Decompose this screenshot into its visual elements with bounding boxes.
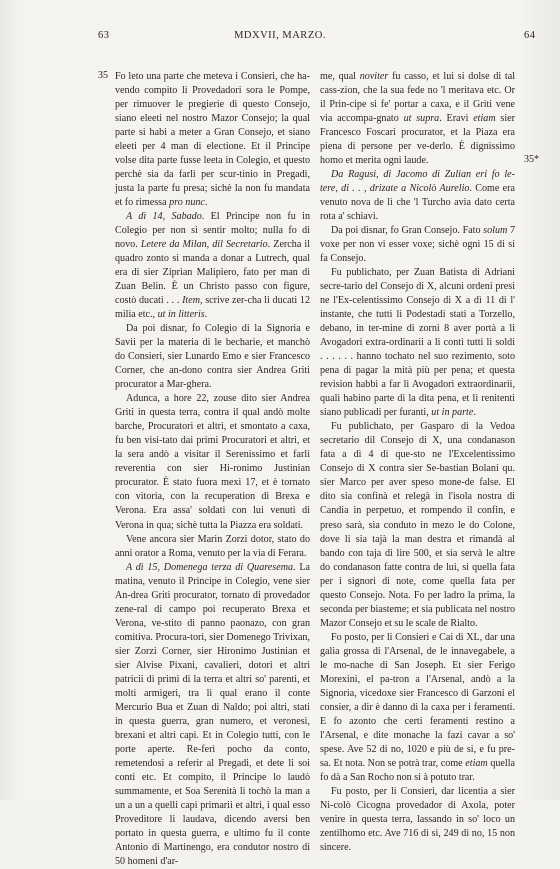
italic-text: A dì 15, Domenega terza di Quaresema bbox=[126, 561, 294, 573]
italic-text: pro nunc bbox=[169, 197, 205, 209]
text-run: . bbox=[473, 407, 476, 419]
text-run: Da poi disnar, fo Colegio di la Signoria e Savii per la materia di le becharie, et manchò do Consieri, sier Lunardo Emo e sier Francesco Corner, che an-dono contra sier Andrea Griti procurator a Mar-ghera. bbox=[115, 323, 310, 391]
italic-text: A dì 14, Sabado bbox=[126, 211, 202, 223]
text-run: Da poi disnar, fo Gran Consejo. Fato bbox=[331, 225, 484, 237]
right-page-number: 64 bbox=[524, 30, 536, 41]
text-run: . Eravi bbox=[439, 113, 474, 125]
text-run: Fu posto, per li Consieri, dar licentia a sier Ni-colò Cicogna provedador di Axola, poter venire in questa terra, lassando in so' loco un zentilhomo etc. Ave 716 di si, 249 di no, 15 non sincere. bbox=[320, 785, 515, 853]
italic-text: ut in parte bbox=[431, 407, 474, 419]
text-run: Fu publichato, per Gasparo di la Vedoa secretario dil Consejo di X, una condanason fata a dì 4 di que-sto ne l'Excelentissimo Consejo di X contra sier Se-bastian Bolani qu. sier Marco per aver speso mone-de false. El dito sia confinà et relegà in l'isola nostra di Candia in perpetuo, et rompendo il confin, e preso sarà, sia conduto in mezo le do Colone, dove li sia tajà la man destra et rimandà al bando con taja di lire 500, et sia servà le altre do condanason fatte contra de lui, si quella fata per i signori di note, come quella fata per questo Consejo. Nota. Fo per ladro la prima, la seconda per biasteme; et sia publicata nel nostro Mazor Consejo et su le scale de Rialto. bbox=[320, 421, 515, 629]
italic-text: solum bbox=[483, 225, 508, 237]
text-run: 7 voxe per non vi esser voxe; sichè ogni 15 di si fa Consejo. bbox=[320, 225, 515, 265]
text-run: . La matina, venuto il Principe in Colegio, vene sier An-drea Griti procurator, tornato di provedador zene-ral di campo poi recuperato Brexa et Verona, ve-stito di panno paonazo, con gran comitiva. Procura-tori, sier Domenego Trivixan, sier Zorzi Corner, sier Hironimo Justinian et sier Alvise Pixani, cavalieri, dotori et altri patricii di primi di la terra et altri so' parenti, et molti armigeri, tra li qual erano il conte Mercurio Bua et Zuan di Naldo; poi altri, stati in questa guerra, gran numero, et veronesi, brexani et altri capi. Et in Colegio tutti, con le porte aperte. Re-ferì pocho da conto, remetendosi a referir al Pregadi, et dete li soi conti etc. Et compito, il Principe lo laudò summamente, et Soa Serenità li tochò la man a un a un a quelli capi primarii et altri, i qual esso Proveditore li laudava, dicendo aversi ben portato in questa guerra, e ultimo fu il conte Antonio di Martinengo, era condutor nostro di 50 homeni d'ar- bbox=[115, 561, 310, 867]
italic-text: etiam bbox=[465, 757, 488, 769]
paragraph bbox=[115, 533, 310, 561]
text-run: Adunca, a hore 22, zouse dito sier Andrea Griti in questa terra, contra il qual andò molte barche, Procuratori et altri, et smontato a caxa, fu ben visi-tato dai primi Procuratori et altri, et la sera andò a visitar il Serenissimo et farli reverentia con sier Hi-ronimo Justinian procurator. È stato fuora mexi 17, et è tornato con vitoria, con la recuperation di Brexa e Verona. Era assa' soldati con lui venuti di Verona in qua; sichè tutta la Piazza era soldati. bbox=[115, 393, 310, 531]
text-run: Fo leto una parte che meteva i Consieri, che ha-vendo compito li Provedadori sora le Pompe, per rimuover le pregierie di questo Consejo, siano eleeti nel nostro Mazor Consejo; la qual parte si habi a meter a Gran Consejo, et siano eleeti per 4 man di electione. Et il Principe volse dita parte fusse leeta in Colegio, et questo perchè sia da farli per scur-tinio in Pregadi, justa la parte fu presa; sichè la non fu mandata et fo rimessa bbox=[115, 71, 310, 209]
text-run: , scrive zer-cha li ducati 12 milia etc., bbox=[115, 295, 310, 321]
margin-number-left: 35 bbox=[98, 70, 108, 81]
text-run: Vene ancora sier Marin Zorzi dotor, stato do anni orator a Roma, venuto per la via di Ferara. bbox=[115, 533, 310, 559]
paragraph bbox=[115, 210, 310, 322]
margin-number-right: 35* bbox=[524, 154, 539, 165]
italic-text: ut supra bbox=[403, 113, 440, 125]
italic-text: Da Ragusi, di Jacomo di Zulian eri fo le-tere, di . . , drizate a Nicolò Aurelio bbox=[320, 169, 515, 195]
paragraph bbox=[115, 392, 310, 532]
right-text-column bbox=[320, 70, 515, 855]
italic-text: etiam bbox=[473, 113, 496, 125]
paragraph bbox=[115, 322, 310, 392]
text-run: fu casso, et lui si dolse di tal cass-zion, che la sua fede no 'l meritava etc. Or il Prin-cipe si fe' portar a caxa, e il Griti vene via accompa-gnato bbox=[320, 71, 516, 125]
italic-text: Letere da Milan, dil Secretario bbox=[140, 239, 268, 251]
text-run: me, qual bbox=[320, 71, 360, 82]
paragraph bbox=[320, 785, 515, 855]
text-run: . El Principe non fu in Colegio per non si sentir molto; nulla fo di novo. bbox=[115, 211, 310, 251]
text-run: . bbox=[204, 197, 208, 209]
text-run: quella fo dà a San Rocho non si à potuto trar. bbox=[320, 757, 516, 783]
text-run: Fu publichato, per Zuan Batista di Adriani secre-tario del Consejo di X, alcuni ordeni presi ne l'Ex-celentissimo Consejo di X a dì 11 di l' instante, che tutti li Podestadi stati a Torzello, debano, in ter-mine di zorni 8 aver portà a li Avogadori extra-ordinarii a li conti tutti li soldi . . . . . . hanno tochato nel suo rezimento, soto pena di pagar la mità più per pena; et questa revision habbi a far li Avogadori extraordinarii, quali habino parte di la dita pena, et li renitenti siano publicadi per furanti, bbox=[320, 267, 515, 419]
paragraph bbox=[320, 168, 515, 224]
paragraph bbox=[320, 70, 515, 168]
italic-text: ut in litteris bbox=[157, 309, 205, 321]
paragraph bbox=[320, 224, 515, 266]
paragraph bbox=[320, 266, 515, 420]
left-text-column bbox=[115, 70, 310, 869]
paragraph bbox=[320, 420, 515, 630]
text-run: . Come era venuto nova de lì che 'l Turcho avia dato certa rota a' schiavi. bbox=[320, 183, 515, 223]
italic-text: Item bbox=[182, 295, 200, 307]
italic-text: noviter bbox=[359, 71, 389, 82]
text-run: Fo posto, per li Consieri e Cai di XL, dar una galia grossa di l'Arsenal, de le innavegabele, a le mo-nache di San Joseph. Et sier Ferigo Morexini, el pa-tron a l'Arsenal, andò a la Signoria, vicedoxe sier Francesco di Garzoni el consier, a dir è danno di la caxa per i feramenti. E fo azonto che certi feramenti restino a l'Arsenal, e dite monache la fazi cavar a so' spese. Ave 52 di no, 1020 e più de si, e fu pre-sa. Et nota. Non se potrà trar, come bbox=[320, 631, 515, 769]
running-header bbox=[0, 30, 560, 44]
paragraph bbox=[115, 561, 310, 869]
paragraph bbox=[115, 70, 310, 210]
header-title: MDXVII, MARZO. bbox=[234, 30, 326, 41]
paragraph bbox=[320, 631, 515, 785]
text-run: . bbox=[204, 309, 208, 321]
left-page-number: 63 bbox=[98, 30, 110, 41]
text-run: . Zercha il quadro zonto si manda a donar a Lutrech, qual era di sier Ziprian Malipiero, fato per man di Zuan Belin. È un Christo passo con figure, costò ducati . . . bbox=[115, 239, 311, 307]
text-run: sier Francesco Foscari procurator, et la Piaza era piena di persone per ve-derlo. È dignissimo homo et merita ogni laude. bbox=[320, 113, 515, 167]
